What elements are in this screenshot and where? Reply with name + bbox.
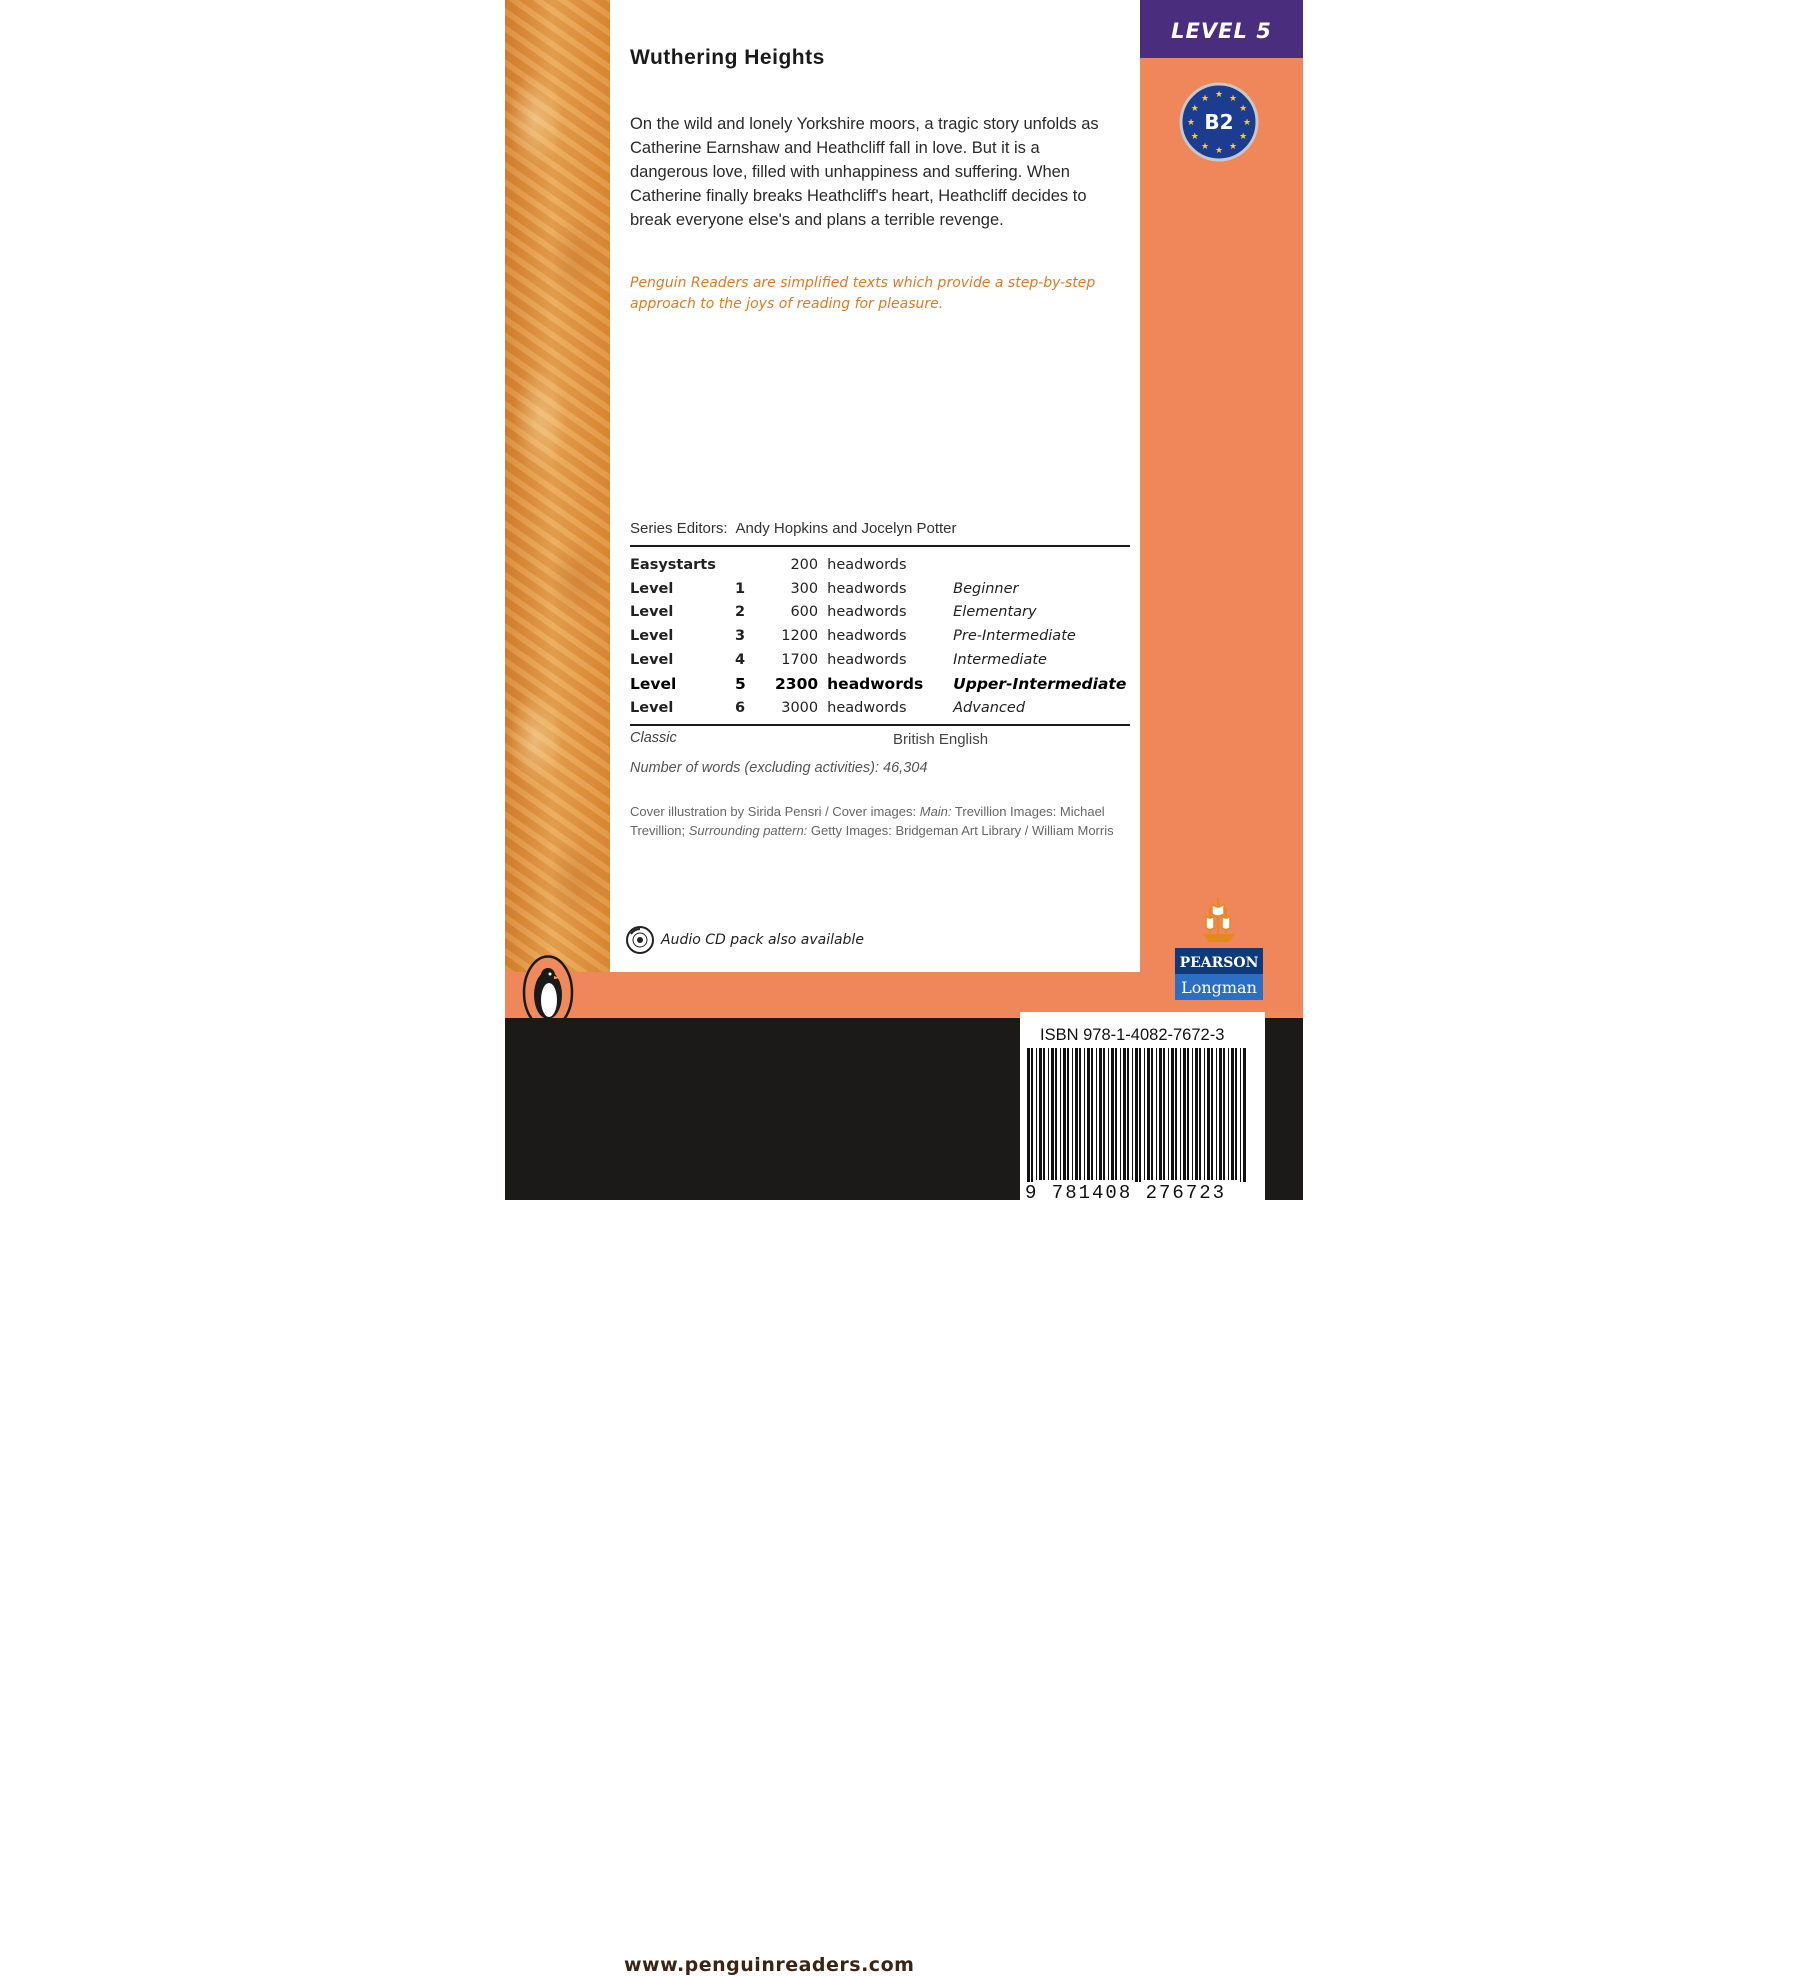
star-icon: ★ xyxy=(1239,104,1248,114)
barcode-bar xyxy=(1067,1048,1069,1180)
level-description xyxy=(953,553,1135,577)
barcode-bar xyxy=(1075,1048,1078,1180)
level-description: Pre-Intermediate xyxy=(953,628,1076,645)
barcode-bar xyxy=(1103,1048,1105,1180)
barcode-bar xyxy=(1192,1048,1193,1180)
barcode-bar xyxy=(1060,1048,1061,1180)
barcode-bar xyxy=(1099,1048,1102,1180)
level-banner: LEVEL 5 xyxy=(1140,0,1303,58)
barcode-bar xyxy=(1159,1048,1162,1180)
audio-cd-label: Audio CD pack also available xyxy=(661,932,864,948)
barcode-bar xyxy=(1031,1048,1033,1198)
level-number: 1 xyxy=(735,580,746,597)
barcode-bar xyxy=(1151,1048,1153,1180)
level-headwords: 3000 xyxy=(781,699,819,716)
level-headwords: 600 xyxy=(790,604,819,621)
level-row xyxy=(630,696,1135,720)
star-icon: ★ xyxy=(1190,132,1199,142)
barcode-bar xyxy=(1039,1048,1042,1180)
barcode-bar xyxy=(1168,1048,1169,1180)
level-name: Easystarts xyxy=(630,556,716,573)
barcode-bar xyxy=(1048,1048,1049,1180)
series-editors-names: Andy Hopkins and Jocelyn Potter xyxy=(735,520,957,537)
barcode-bar xyxy=(1084,1048,1085,1180)
level-name: Level xyxy=(630,580,674,597)
pearson-longman-logo xyxy=(1173,890,1265,1000)
level-headwords: 1200 xyxy=(781,628,819,645)
level-name: Level xyxy=(630,652,674,669)
level-row xyxy=(630,601,1135,625)
series-editors-label: Series Editors: xyxy=(630,520,728,537)
level-headwords-unit: headwords xyxy=(827,604,907,621)
barcode-bar xyxy=(1144,1048,1145,1180)
level-row xyxy=(630,672,1135,696)
isbn-text: ISBN 978-1-4082-7672-3 xyxy=(1040,1026,1225,1044)
level-description: Intermediate xyxy=(953,652,1047,669)
credits-main-label: Main: xyxy=(919,804,952,819)
credits-text: Cover illustration by Sirida Pensri / Cover images: xyxy=(630,804,920,819)
level-headwords-unit: headwords xyxy=(827,674,924,693)
barcode-bar xyxy=(1132,1048,1133,1180)
barcode-bar xyxy=(1135,1048,1138,1198)
longman-wordmark: Longman xyxy=(1181,978,1257,997)
levels-table xyxy=(630,553,1135,720)
level-name: Level xyxy=(630,699,674,716)
word-count xyxy=(630,760,927,776)
level-headwords: 300 xyxy=(790,580,819,597)
website-url: www.penguinreaders.com xyxy=(624,1954,915,1976)
level-headwords-unit: headwords xyxy=(827,699,907,716)
ornamental-pattern-strip xyxy=(505,0,610,972)
barcode-bar xyxy=(1163,1048,1165,1180)
barcode-bar xyxy=(1051,1048,1054,1180)
level-description: Beginner xyxy=(953,580,1019,597)
cefr-badge xyxy=(1179,82,1259,162)
star-icon: ★ xyxy=(1214,146,1224,156)
barcode-bar xyxy=(1231,1048,1234,1180)
barcode-bar xyxy=(1240,1048,1241,1198)
genre-label: Classic xyxy=(630,730,677,746)
book-blurb: On the wild and lonely Yorkshire moors, a tragic story unfolds as Catherine Earnshaw and Heathcliff fall in love. But it is a dangerous love, filled with unhappiness and suffering. When Catherine finally breaks Heathcliff's heart, Heathcliff decides to break everyone else's and plans a terrible revenge. xyxy=(630,115,1099,229)
level-headwords: 200 xyxy=(790,556,819,573)
barcode-bar xyxy=(1171,1048,1174,1180)
barcode-bar xyxy=(1079,1048,1081,1180)
cd-icon xyxy=(625,925,655,955)
level-name: Level xyxy=(630,674,677,693)
level-headwords-unit: headwords xyxy=(827,628,907,645)
level-headwords-unit: headwords xyxy=(827,556,907,573)
book-back-cover xyxy=(505,0,1303,1976)
barcode-bar xyxy=(1183,1048,1186,1180)
level-number xyxy=(735,553,775,577)
ship-icon xyxy=(1203,898,1235,942)
level-number: 2 xyxy=(735,604,746,621)
barcode-box xyxy=(1020,1012,1265,1204)
barcode-bar xyxy=(1043,1048,1045,1180)
cefr-badge-label: B2 xyxy=(1204,110,1234,134)
series-editors xyxy=(630,520,957,537)
barcode-bar xyxy=(1027,1048,1030,1198)
barcode-bar xyxy=(1063,1048,1066,1180)
barcode-bar xyxy=(1216,1048,1217,1180)
barcode-bar xyxy=(1072,1048,1073,1180)
star-icon: ★ xyxy=(1242,118,1252,128)
level-row xyxy=(630,624,1135,648)
barcode-bar xyxy=(1036,1048,1037,1180)
barcode-bar xyxy=(1199,1048,1201,1180)
book-title: Wuthering Heights xyxy=(630,46,825,69)
barcode-bar xyxy=(1055,1048,1057,1180)
level-headwords-unit: headwords xyxy=(827,580,907,597)
barcode-bar xyxy=(1127,1048,1129,1180)
star-icon: ★ xyxy=(1200,93,1210,104)
barcode xyxy=(1025,1048,1250,1198)
level-name: Level xyxy=(630,604,674,621)
series-tagline: Penguin Readers are simplified texts which provide a step-by-step approach to the joys of reading for pleasure. xyxy=(630,275,1096,312)
barcode-bar xyxy=(1219,1048,1222,1180)
barcode-bar xyxy=(1223,1048,1225,1180)
level-name: Level xyxy=(630,628,674,645)
barcode-bar xyxy=(1207,1048,1210,1180)
barcode-bar xyxy=(1108,1048,1109,1180)
star-icon: ★ xyxy=(1200,142,1210,153)
word-count-value: 46,304 xyxy=(883,760,928,776)
barcode-bar xyxy=(1211,1048,1213,1180)
barcode-bar xyxy=(1147,1048,1150,1180)
barcode-bar xyxy=(1123,1048,1126,1180)
barcode-bar xyxy=(1111,1048,1114,1180)
barcode-bar xyxy=(1091,1048,1093,1180)
barcode-bar xyxy=(1228,1048,1229,1180)
level-number: 4 xyxy=(735,652,746,669)
barcode-digits: 9 781408 276723 xyxy=(1025,1182,1260,1204)
table-bottom-rule xyxy=(630,724,1130,726)
barcode-bar xyxy=(1139,1048,1141,1198)
barcode-bar xyxy=(1115,1048,1117,1180)
word-count-label: Number of words (excluding activities): xyxy=(630,760,880,776)
level-row xyxy=(630,553,1135,577)
barcode-bar xyxy=(1195,1048,1198,1180)
barcode-bar xyxy=(1243,1048,1246,1198)
star-icon: ★ xyxy=(1190,104,1199,114)
star-icon: ★ xyxy=(1228,93,1238,104)
level-row xyxy=(630,577,1135,601)
level-headwords: 2300 xyxy=(775,674,819,693)
level-number: 3 xyxy=(735,628,746,645)
barcode-bar xyxy=(1187,1048,1189,1180)
credits-text: Getty Images: Bridgeman Art Library / William Morris xyxy=(807,823,1114,838)
barcode-bar xyxy=(1156,1048,1157,1180)
barcode-bar xyxy=(1204,1048,1205,1180)
level-row xyxy=(630,648,1135,672)
barcode-bar xyxy=(1235,1048,1237,1180)
level-number: 6 xyxy=(735,699,746,716)
star-icon: ★ xyxy=(1186,118,1196,128)
pearson-wordmark: PEARSON xyxy=(1179,955,1259,971)
level-description: Elementary xyxy=(953,604,1037,621)
table-top-rule xyxy=(630,545,1130,547)
barcode-bar xyxy=(1180,1048,1181,1180)
credits-text: Trevillion Images: Michael Trevillion; xyxy=(630,804,1105,838)
credits-pattern-label: Surrounding pattern: xyxy=(688,823,808,838)
star-icon: ★ xyxy=(1228,142,1238,153)
level-number: 5 xyxy=(735,674,746,693)
barcode-bar xyxy=(1087,1048,1090,1180)
star-icon: ★ xyxy=(1214,90,1224,100)
level-description: Advanced xyxy=(953,699,1026,716)
cover-credits xyxy=(630,802,1130,840)
language-label: British English xyxy=(893,731,989,748)
star-icon: ★ xyxy=(1239,132,1248,142)
audio-cd-note xyxy=(625,925,864,955)
barcode-bar xyxy=(1096,1048,1097,1180)
level-description: Upper-Intermediate xyxy=(953,674,1127,693)
level-headwords: 1700 xyxy=(781,652,819,669)
level-headwords-unit: headwords xyxy=(827,652,907,669)
barcode-bar xyxy=(1175,1048,1177,1180)
info-panel xyxy=(610,0,1140,972)
barcode-bar xyxy=(1120,1048,1121,1180)
